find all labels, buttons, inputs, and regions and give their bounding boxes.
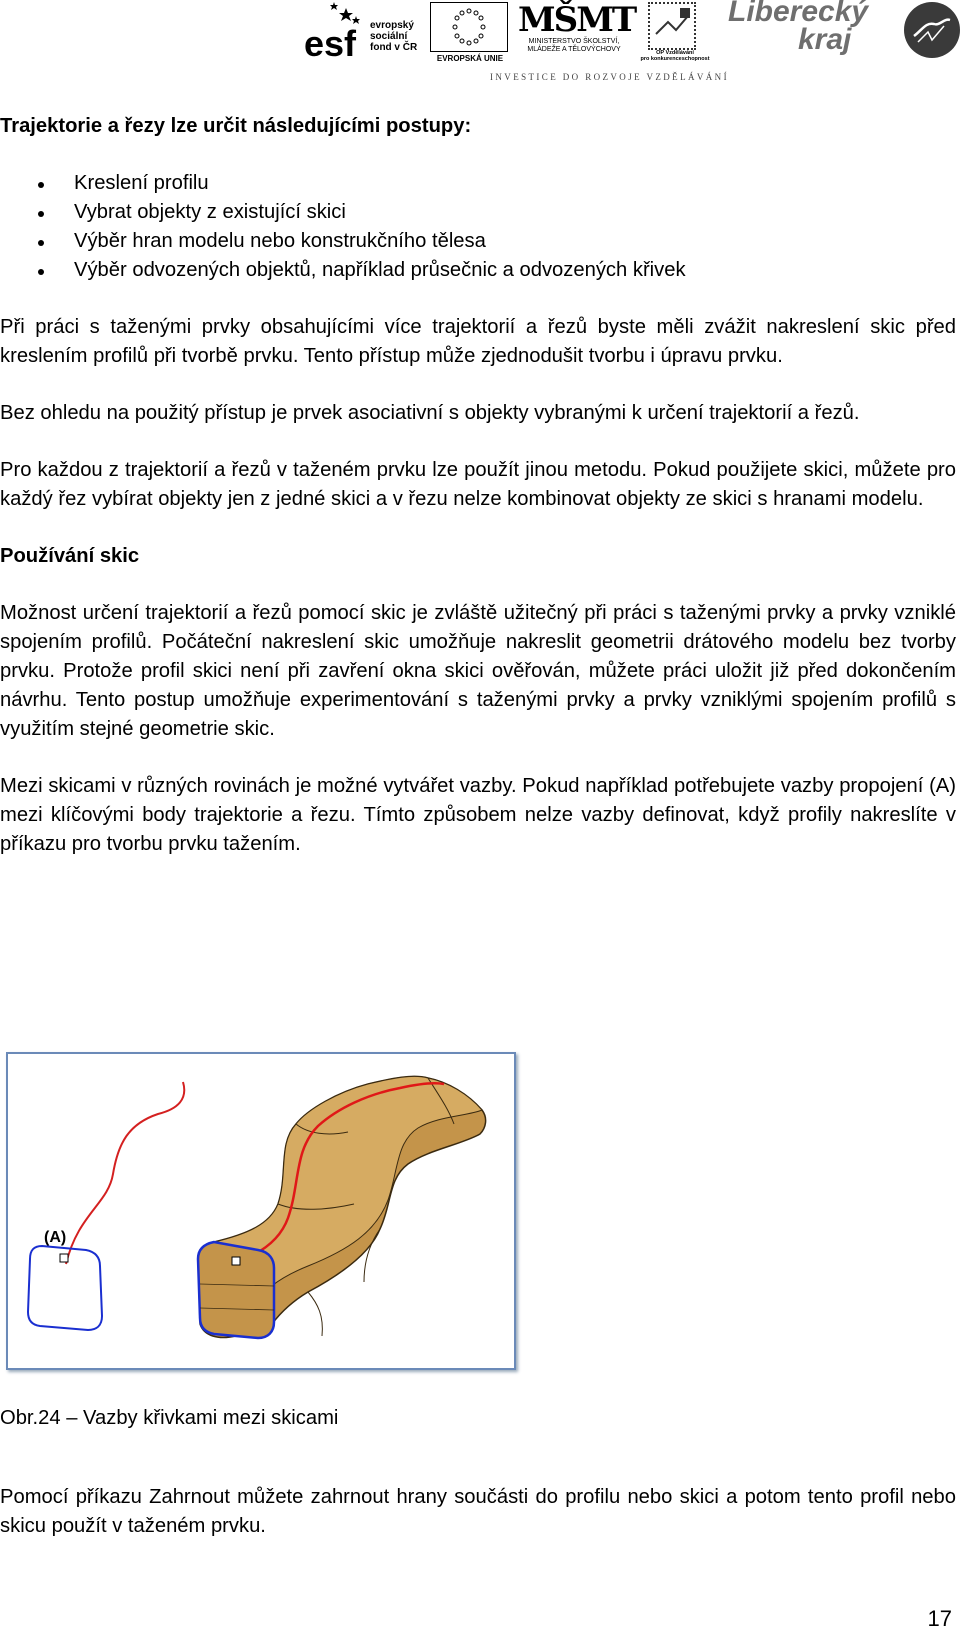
op-line: OP Vzdělávání — [656, 50, 694, 56]
liberecky-kraj-logo — [720, 2, 960, 64]
figure-sweep-model — [6, 1052, 516, 1370]
esf-line: fond v ČR — [370, 42, 418, 53]
paragraph: Při práci s taženými prvky obsahujícími více trajektorií a řezů byste měli zvážit nakreslení skic před kreslením profilů při tvorbě prvku. Tento přístup může zjednodušit tvorbu i úpravu prvku. — [0, 316, 956, 367]
esf-text — [370, 20, 417, 53]
header-logos — [300, 0, 960, 92]
list-item: Kreslení profilu — [74, 169, 956, 198]
esf-mark-icon — [304, 2, 368, 62]
op-mark-icon — [648, 2, 696, 50]
kraj-line: Liberecký — [728, 0, 869, 28]
page-number: 17 — [927, 1606, 952, 1631]
esf-line: sociální — [370, 31, 408, 42]
msmt-logo — [518, 0, 636, 64]
esf-logo — [304, 2, 422, 62]
paragraph: Bez ohledu na použitý přístup je prvek asociativní s objekty vybranými k určení trajektorií a řezů. — [0, 402, 860, 424]
paragraph: Možnost určení trajektorií a řezů pomocí skic je zvláště užitečný při práci s taženými prvky a prvky vzniklé spojením profilů. Počáteční nakreslení skic umožňuje nakreslit geometrii drátového modelu bez tvorby prvku. Protože profil skici není při zavření okna skici ověřován, můžete práci uložit již před dokončením návrhu. Tento postup umožňuje experimentování s taženými prvky a prvky vzniklými spojením profilů s využitím stejné geometrie skic. — [0, 602, 956, 740]
esf-mark-text: esf — [304, 23, 357, 62]
msmt-line: MLÁDEŽE A TĚLOVÝCHOVY — [527, 46, 621, 53]
op-logo — [640, 2, 710, 64]
figure-caption: Obr.24 – Vazby křivkami mezi skicami — [0, 1407, 339, 1429]
list-item: Vybrat objekty z existující skici — [74, 198, 956, 227]
op-line: pro konkurenceschopnost — [640, 56, 710, 62]
section-heading-trajektorie: Trajektorie a řezy lze určit následujícími postupy: — [0, 115, 472, 137]
methods-list — [0, 169, 956, 285]
eu-label: EVROPSKÁ UNIE — [436, 54, 504, 63]
paragraph: Mezi skicami v různých rovinách je možné vytvářet vazby. Pokud například potřebujete vazby propojení (A) mezi klíčovými body trajektorie a řezu. Tímto způsobem nelze vazby definovat, když profily nakreslíte v příkazu pro tvorbu prvku tažením. — [0, 775, 956, 855]
esf-line: evropský — [370, 20, 414, 31]
eu-flag-icon — [430, 2, 508, 52]
investice-tagline: INVESTICE DO ROZVOJE VZDĚLÁVÁNÍ — [490, 72, 729, 82]
list-item: Výběr hran modelu nebo konstrukčního tělesa — [74, 227, 956, 256]
section-heading-skic: Používání skic — [0, 545, 140, 567]
msmt-line: MINISTERSTVO ŠKOLSTVÍ, — [528, 38, 620, 45]
label-a: (A) — [44, 1229, 67, 1246]
document-body — [0, 112, 956, 859]
paragraph: Pro každou z trajektorií a řezů v taženém prvku lze použít jinou metodu. Pokud použijete skici, můžete pro každý řez vybírat objekty jen z jedné skici a v řezu nelze kombinovat objekty ze skici s hranami modelu. — [0, 459, 956, 510]
kraj-emblem-icon — [904, 2, 960, 58]
msmt-mark: MŠMT — [518, 0, 636, 40]
kraj-line: kraj — [798, 23, 852, 56]
sweep-illustration — [8, 1054, 514, 1368]
list-item: Výběr odvozených objektů, například průsečnic a odvozených křivek — [74, 256, 956, 285]
paragraph: Pomocí příkazu Zahrnout můžete zahrnout hrany součásti do profilu nebo skici a potom tento profil nebo skicu použít v taženém prvku. — [0, 1486, 956, 1538]
eu-logo — [430, 2, 510, 64]
kraj-text — [728, 0, 868, 54]
